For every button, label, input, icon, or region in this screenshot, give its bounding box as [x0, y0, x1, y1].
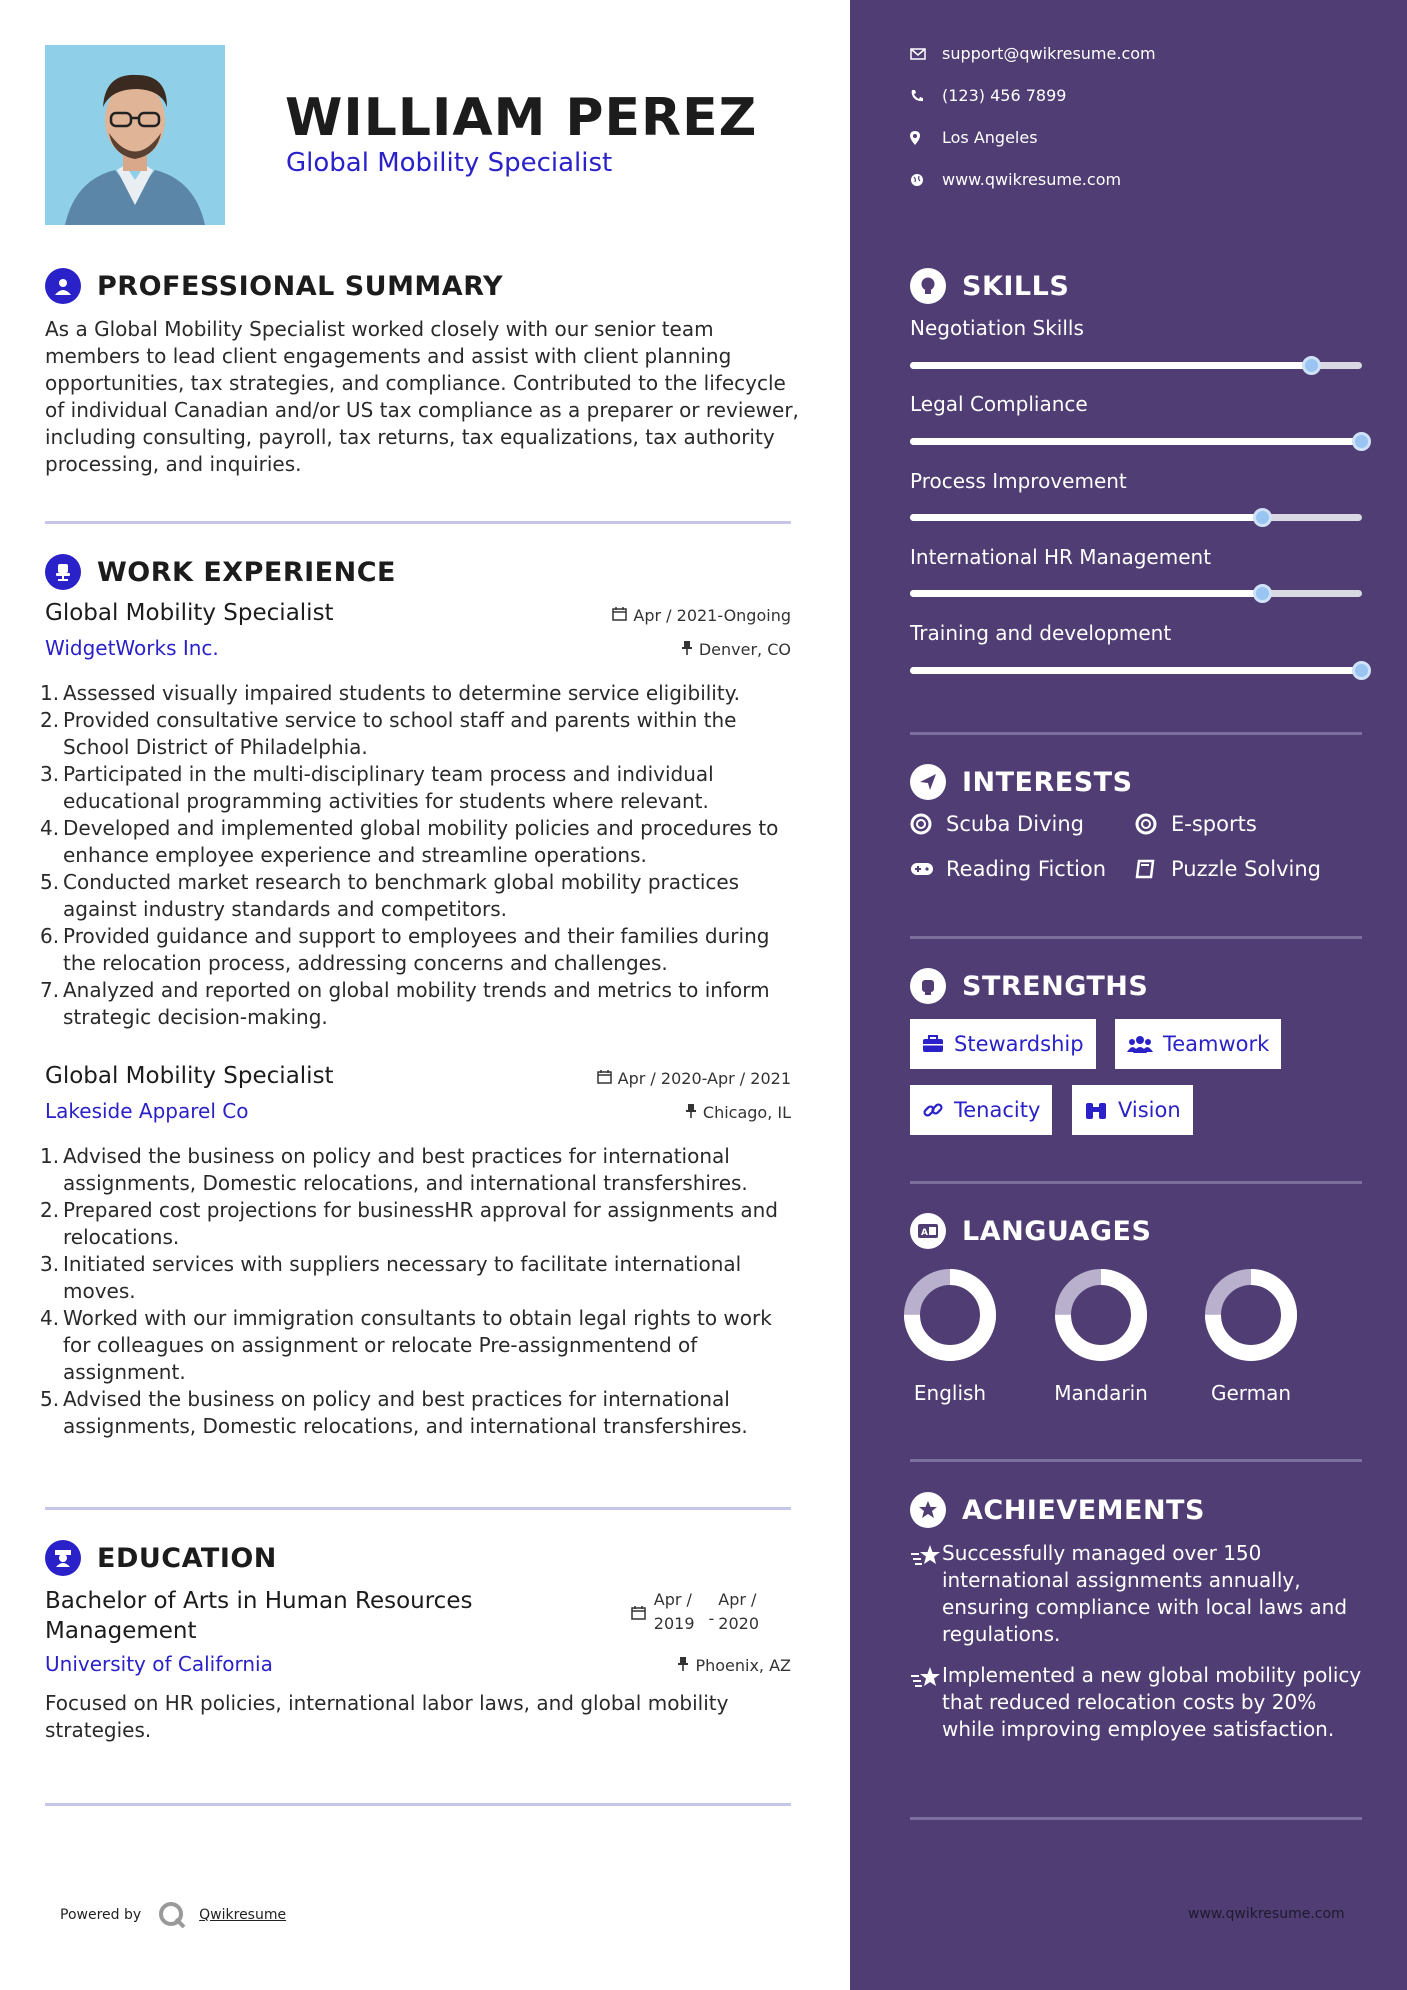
contact-phone: (123) 456 7899 — [910, 86, 1066, 105]
qwikresume-logo-icon — [157, 1900, 187, 1930]
interests-heading: INTERESTS — [910, 764, 1133, 800]
skill-name: Legal Compliance — [910, 392, 1088, 416]
skill-bar — [910, 438, 1362, 445]
footer-website: www.qwikresume.com — [1188, 1906, 1345, 1922]
job-date: Apr / 2021-Ongoing — [612, 606, 791, 625]
candidate-title: Global Mobility Specialist — [286, 148, 613, 178]
star-badge-icon — [910, 1492, 946, 1528]
skills-heading: SKILLS — [910, 268, 1069, 304]
list-item: 2. Provided consultative service to school staff and parents within the School District of Philadelphia. — [40, 708, 737, 759]
skill-bar — [910, 514, 1362, 521]
life-ring-icon — [910, 813, 946, 835]
svg-text:A: A — [921, 1228, 928, 1238]
calendar-icon — [612, 606, 627, 625]
pin-icon — [681, 640, 693, 659]
list-item: 4. Developed and implemented global mobility policies and procedures to enhance employee experience and streamline operations. — [40, 816, 779, 867]
divider — [910, 1459, 1362, 1462]
summary-heading: PROFESSIONAL SUMMARY — [45, 268, 503, 304]
paper-plane-icon — [910, 764, 946, 800]
list-item: 5. Advised the business on policy and best practices for international assignments, Domestic relocations, and international transfershires. — [40, 1387, 748, 1438]
experience-heading: WORK EXPERIENCE — [45, 554, 396, 590]
divider — [910, 936, 1362, 939]
skill-bar — [910, 667, 1362, 674]
skill-knob — [1253, 508, 1272, 527]
interest-item: Puzzle Solving — [1135, 857, 1321, 881]
office-chair-icon — [45, 554, 81, 590]
interest-item: Reading Fiction — [910, 857, 1106, 881]
strength-chip: Stewardship — [910, 1019, 1096, 1069]
job-location: Denver, CO — [681, 640, 791, 659]
education-heading: EDUCATION — [45, 1540, 277, 1576]
list-item: 4. Worked with our immigration consultants to obtain legal rights to work for colleagues on assignment or relocate Pre-assignmentend of assignment. — [40, 1306, 772, 1384]
divider — [910, 1181, 1362, 1184]
job-entry — [40, 600, 791, 1030]
qwikresume-link[interactable]: Qwikresume — [199, 1907, 287, 1923]
shooting-star-icon — [910, 1540, 942, 1648]
list-item: 2. Prepared cost projections for businessHR approval for assignments and relocations. — [40, 1198, 778, 1249]
strength-chip: Teamwork — [1115, 1019, 1281, 1069]
education-entry — [45, 1586, 791, 1746]
job-title: Global Mobility Specialist — [45, 600, 334, 626]
pin-icon — [677, 1656, 689, 1675]
language-item: Mandarin — [1041, 1265, 1161, 1405]
job-location: Chicago, IL — [685, 1103, 791, 1122]
book-icon — [1135, 859, 1171, 879]
skill-fill — [910, 438, 1362, 445]
achievement-item: Implemented a new global mobility policy that reduced relocation costs by 20% while improving employee satisfaction. — [910, 1662, 1362, 1743]
job-date: Apr / 2020-Apr / 2021 — [597, 1069, 791, 1088]
skill-name: Negotiation Skills — [910, 316, 1084, 340]
strength-chip: Vision — [1072, 1085, 1193, 1135]
job-company: WidgetWorks Inc. — [45, 636, 219, 660]
divider — [45, 1507, 791, 1510]
skill-name: Process Improvement — [910, 469, 1127, 493]
globe-icon — [910, 173, 942, 187]
users-icon — [1127, 1035, 1153, 1053]
achievement-item: Successfully managed over 150 international assignments annually, ensuring compliance with local laws and regulations. — [910, 1540, 1362, 1648]
binoculars-icon — [1084, 1100, 1108, 1120]
degree: Bachelor of Arts in Human Resources Management — [45, 1588, 473, 1644]
profile-photo — [45, 45, 225, 225]
candidate-name: WILLIAM PEREZ — [285, 88, 758, 148]
education-description: Focused on HR policies, international labor laws, and global mobility strategies. — [45, 1691, 729, 1742]
job-entry — [40, 1063, 791, 1453]
interest-item: E-sports — [1135, 812, 1257, 836]
education-location: Phoenix, AZ — [677, 1656, 791, 1675]
map-marker-icon — [910, 131, 942, 145]
achievements-heading: ACHIEVEMENTS — [910, 1492, 1205, 1528]
skill-name: Training and development — [910, 621, 1172, 645]
interest-item: Scuba Diving — [910, 812, 1084, 836]
job-company: Lakeside Apparel Co — [45, 1099, 249, 1123]
link-icon — [922, 1099, 944, 1121]
language-ring — [1201, 1265, 1301, 1365]
briefcase-icon — [922, 1035, 944, 1053]
user-icon — [45, 268, 81, 304]
sidebar — [850, 0, 1407, 1990]
language-ring — [1051, 1265, 1151, 1365]
list-item: 3. Participated in the multi-disciplinary team process and individual educational programming activities for students where relevant. — [40, 762, 714, 813]
phone-icon — [910, 89, 942, 103]
strengths-heading: STRENGTHS — [910, 968, 1148, 1004]
graduate-icon — [45, 1540, 81, 1576]
job-duties — [40, 680, 805, 1031]
calendar-icon — [597, 1069, 612, 1088]
powered-by: Powered by Qwikresume — [60, 1900, 286, 1930]
skill-fill — [910, 514, 1263, 521]
skill-bar — [910, 362, 1362, 369]
contact-email: support@qwikresume.com — [910, 44, 1156, 63]
lightbulb-icon — [910, 268, 946, 304]
language-item: German — [1191, 1265, 1311, 1405]
list-item: 5. Conducted market research to benchmark global mobility practices against industry standards and competitors. — [40, 870, 740, 921]
school: University of California — [45, 1652, 273, 1676]
list-item: 6. Provided guidance and support to employees and their families during the relocation process, addressing concerns and challenges. — [40, 924, 770, 975]
list-item: 3. Initiated services with suppliers necessary to facilitate international moves. — [40, 1252, 742, 1303]
education-dates: Apr / 2019 - Apr / 2020 — [631, 1588, 759, 1636]
list-item: 1. Assessed visually impaired students to determine service eligibility. — [40, 681, 741, 705]
calendar-icon — [631, 1605, 646, 1620]
envelope-icon — [910, 48, 942, 60]
job-title: Global Mobility Specialist — [45, 1063, 334, 1089]
languages-heading: A LANGUAGES — [910, 1213, 1151, 1249]
strength-chip: Tenacity — [910, 1085, 1052, 1135]
divider — [45, 1803, 791, 1806]
language-ring — [900, 1265, 1000, 1365]
skill-name: International HR Management — [910, 545, 1212, 569]
skill-bar — [910, 590, 1362, 597]
fist-icon — [910, 968, 946, 1004]
pin-icon — [685, 1103, 697, 1122]
gamepad-icon — [910, 861, 946, 877]
skill-fill — [910, 362, 1312, 369]
skill-knob — [1253, 584, 1272, 603]
divider — [45, 521, 791, 524]
skill-fill — [910, 667, 1362, 674]
skill-knob — [1352, 661, 1371, 680]
shooting-star-icon — [910, 1662, 942, 1743]
job-duties — [40, 1143, 805, 1440]
life-ring-icon — [1135, 813, 1171, 835]
summary-text: As a Global Mobility Specialist worked closely with our senior team members to lead client engagements and assist with client planning opportunities, tax strategies, and compliance. Contributed to the lifecycle of individual Canadian and/or US tax compliance as a preparer or reviewer, including consulting, payroll, tax returns, tax equalizations, tax authority processing, and inquiries. — [45, 317, 799, 476]
skill-knob — [1302, 356, 1321, 375]
contact-website: www.qwikresume.com — [910, 170, 1121, 189]
language-item: English — [890, 1265, 1010, 1405]
translate-icon — [910, 1213, 946, 1249]
skill-fill — [910, 590, 1263, 597]
list-item: 7. Analyzed and reported on global mobility trends and metrics to inform strategic decision-making. — [40, 978, 770, 1029]
divider — [910, 732, 1362, 735]
divider — [910, 1817, 1362, 1820]
list-item: 1. Advised the business on policy and best practices for international assignments, Domestic relocations, and international transfershires. — [40, 1144, 748, 1195]
contact-location: Los Angeles — [910, 128, 1038, 147]
skill-knob — [1352, 432, 1371, 451]
